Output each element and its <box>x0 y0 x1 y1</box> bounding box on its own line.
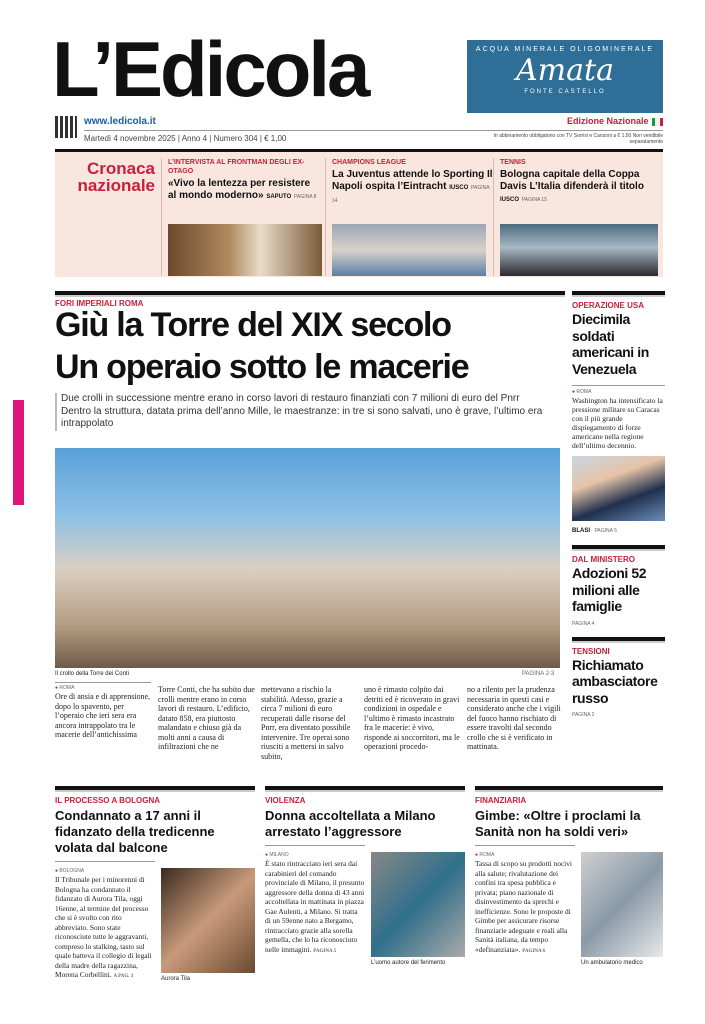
location: ● MILANO <box>265 852 289 858</box>
headline[interactable]: Diecimila soldati americani in Venezuela <box>572 311 649 377</box>
band-story[interactable] <box>325 158 493 276</box>
section-rule <box>55 291 565 297</box>
article-column: mettevano a rischio la stabilità. Adesso, grazie a circa 7 milioni di euro recuperati dalle risorse del Pnrr, era diventato possibile intervenire. Tre operai sono riusciti a mettersi in salvo subito, <box>261 685 351 761</box>
band-story[interactable] <box>493 158 663 276</box>
bottom-story[interactable] <box>475 786 663 986</box>
photo-caption: Il crollo della Torre dei Conti <box>55 671 129 677</box>
kicker: TENSIONI <box>572 646 610 656</box>
sidebar-story[interactable] <box>572 291 665 535</box>
bottom-story[interactable] <box>55 786 255 986</box>
ad-brand: Amata <box>516 53 614 88</box>
story-photo <box>581 852 663 957</box>
sidebar <box>572 291 665 718</box>
article-column: uno è rimasto colpito dai detriti ed è ricoverato in gravi condizioni in ospedale e l’ultimo è rimasto incastrato fra le macerie: è vivo, risponde ai soccorritori, ma le operazioni procedo- <box>364 685 460 751</box>
kicker: L’INTERVISTA AL FRONTMAN DEGLI EX-OTAGO <box>168 159 305 175</box>
flag-icon <box>660 118 663 126</box>
author: BLASI <box>572 528 590 534</box>
author: IUSCO <box>449 185 469 191</box>
article-text: Washington ha intensificato la pressione militare su Caracas con il più grande dispiegamento di forze americane nella regione dell’ultimo decennio. <box>572 396 663 450</box>
location: ● ROMA <box>572 389 592 395</box>
article-column: Torre Conti, che ha subito due crolli mentre erano in corso lavori di restauro. L’edificio, datato 858, era piuttosto malandato e chiuso già da molti anni a causa di infiltrazioni che ne <box>158 685 255 751</box>
page-ref: PAGINA 5 <box>313 948 337 954</box>
qr-code-icon[interactable] <box>55 116 77 138</box>
sidebar-photo <box>572 456 665 521</box>
article-text: È stato rintracciato ieri sera dai carabinieri del comando provinciale di Milano, il presunto aggressore della donna di 43 anni accoltellata in mattinata in piazza Gae Aulenti, a Milano. Si tratta di un 59enne nato a Bergamo, rintracciato grazie alla sorella gemella, che lo ha riconosciuto nelle immagini. <box>265 859 365 954</box>
page-ref: A PAG. 3 <box>113 974 134 979</box>
band-photo <box>332 224 486 276</box>
divider <box>55 682 151 683</box>
edition-text: Edizione Nazionale <box>566 116 649 126</box>
band-photo <box>500 224 658 276</box>
kicker: CHAMPIONS LEAGUE <box>332 159 406 166</box>
headline[interactable]: Condannato a 17 anni il fidanzato della tredicenne volata dal balcone <box>55 808 215 855</box>
kicker: TENNIS <box>500 159 526 166</box>
headline[interactable]: Bologna capitale della Coppa Davis L’Italia difenderà il titolo <box>500 169 644 192</box>
author: IUSCO <box>500 197 520 203</box>
location: ● ROMA <box>475 852 495 858</box>
side-tab <box>13 400 24 505</box>
lead-photo[interactable] <box>55 448 560 668</box>
location: ● ROMA <box>55 685 75 691</box>
website-link[interactable]: www.ledicola.it <box>84 116 156 127</box>
bottom-story[interactable] <box>265 786 465 986</box>
story-photo <box>371 852 465 957</box>
lead-headline[interactable] <box>55 304 469 388</box>
headline[interactable]: La Juventus attende lo Sporting Il Napoli ospita l’Eintracht <box>332 169 493 192</box>
subscription-note: In abbinamento obbligatorio con TV Sorrisi e Canzoni a € 1,50 Non vendibile separatamente <box>493 133 663 145</box>
flag-icon <box>652 118 655 126</box>
article-text: Il Tribunale per i minorenni di Bologna ha condannato il fidanzato di Aurora Tila, oggi 16enne, al termine del processo che si è svolto con rito abbreviato. Sono state riconosciute tutte le aggravanti, compreso lo stalking, tasto sul quale batteva il collegio di legali della madre della ragazzina, Morena Corbellini. <box>55 875 152 979</box>
ad-source: FONTE CASTELLO <box>524 89 606 95</box>
headline[interactable]: Adozioni 52 milioni alle famiglie <box>572 565 647 614</box>
band-story[interactable] <box>161 158 321 276</box>
divider <box>84 130 663 131</box>
page-ref: PAGINA 2 <box>572 712 595 718</box>
headline[interactable]: «Vivo la lentezza per resistere al mondo moderno» <box>168 178 311 201</box>
author: SAPUTO <box>266 194 292 200</box>
article-text: Tassa di scopo su prodotti nocivi alla salute; rivalutazione dei confini tra spesa pubblica e privata; piano nazionale di disinvestimento da sprechi e inefficienze. Sono le proposte di Gimbe per assicurare risorse finanziarie adeguate e reali alla Sanità italiana, da tempo «definanziata». <box>475 859 572 954</box>
kicker: OPERAZIONE USA <box>572 301 645 310</box>
headline[interactable]: Donna accoltellata a Milano arrestato l’aggressore <box>265 808 436 839</box>
photo-caption: Aurora Tila <box>161 976 191 982</box>
article-column: Ore di ansia e di apprensione, dopo lo spavento, per l’operaio che ieri sera era ancora intrappolato tra le macerie dell’antichissima <box>55 692 151 739</box>
headline[interactable]: Gimbe: «Oltre i proclami la Sanità non ha soldi veri» <box>475 808 641 839</box>
kicker: VIOLENZA <box>265 796 306 805</box>
section-label: Cronaca nazionale <box>77 159 155 195</box>
headline-line: Un operaio sotto le macerie <box>55 348 469 386</box>
headline-line: Giù la Torre del XIX secolo <box>55 306 451 344</box>
location: ● BOLOGNA <box>55 868 85 874</box>
lead-kicker: FORI IMPERIALI ROMA <box>55 299 144 308</box>
lead-subhead <box>55 393 565 431</box>
page-ref: PAGINA 14 <box>332 185 490 204</box>
page-ref: PAGINA 8 <box>294 194 317 200</box>
page-ref: PAGINA 15 <box>521 197 547 203</box>
article-column: no a rilento per la prudenza necessaria in questi casi e considerato anche che i vigili del fuoco hanno rischiato di essere travolti dal secondo crollo che si è verificato in mattinata. <box>467 685 561 751</box>
flag-icon <box>656 118 659 126</box>
cronaca-band <box>55 149 663 277</box>
page-ref: PAGINA 2-3 <box>522 671 555 677</box>
masthead-logo: L’Edicola <box>52 25 368 113</box>
page-ref: PAGINA 5 <box>594 528 617 534</box>
advertisement[interactable] <box>467 40 663 113</box>
kicker: FINANZIARIA <box>475 796 527 805</box>
kicker: DAL MINISTERO <box>572 555 635 564</box>
subhead-line: Due crolli in successione mentre erano in corso lavori di restauro finanziati con 7 milioni di euro del Pnrr <box>61 393 520 404</box>
headline[interactable]: Richiamato ambasciatore russo <box>572 656 658 706</box>
ad-tagline: ACQUA MINERALE OLIGOMINERALE <box>475 46 655 53</box>
photo-caption: Un ambulatorio medico <box>581 960 643 966</box>
subhead-line: Dentro la struttura, datata prima dell’anno Mille, le maestranze: in tre si sono salvati, uno è grave, l’ultimo era intrappolato <box>61 405 543 429</box>
story-photo <box>161 868 255 973</box>
kicker: IL PROCESSO A BOLOGNA <box>55 796 161 805</box>
sidebar-story[interactable] <box>572 637 665 719</box>
page-ref: PAGINA 4 <box>572 620 595 627</box>
dateline: Martedì 4 novembre 2025 | Anno 4 | Numero 304 | € 1,00 <box>84 134 287 143</box>
photo-caption: L’uomo autore del ferimento <box>371 960 446 966</box>
edition-label <box>567 116 663 126</box>
band-photo <box>168 224 322 276</box>
page-ref: PAGINA 6 <box>522 948 546 954</box>
sidebar-story[interactable] <box>572 545 665 627</box>
